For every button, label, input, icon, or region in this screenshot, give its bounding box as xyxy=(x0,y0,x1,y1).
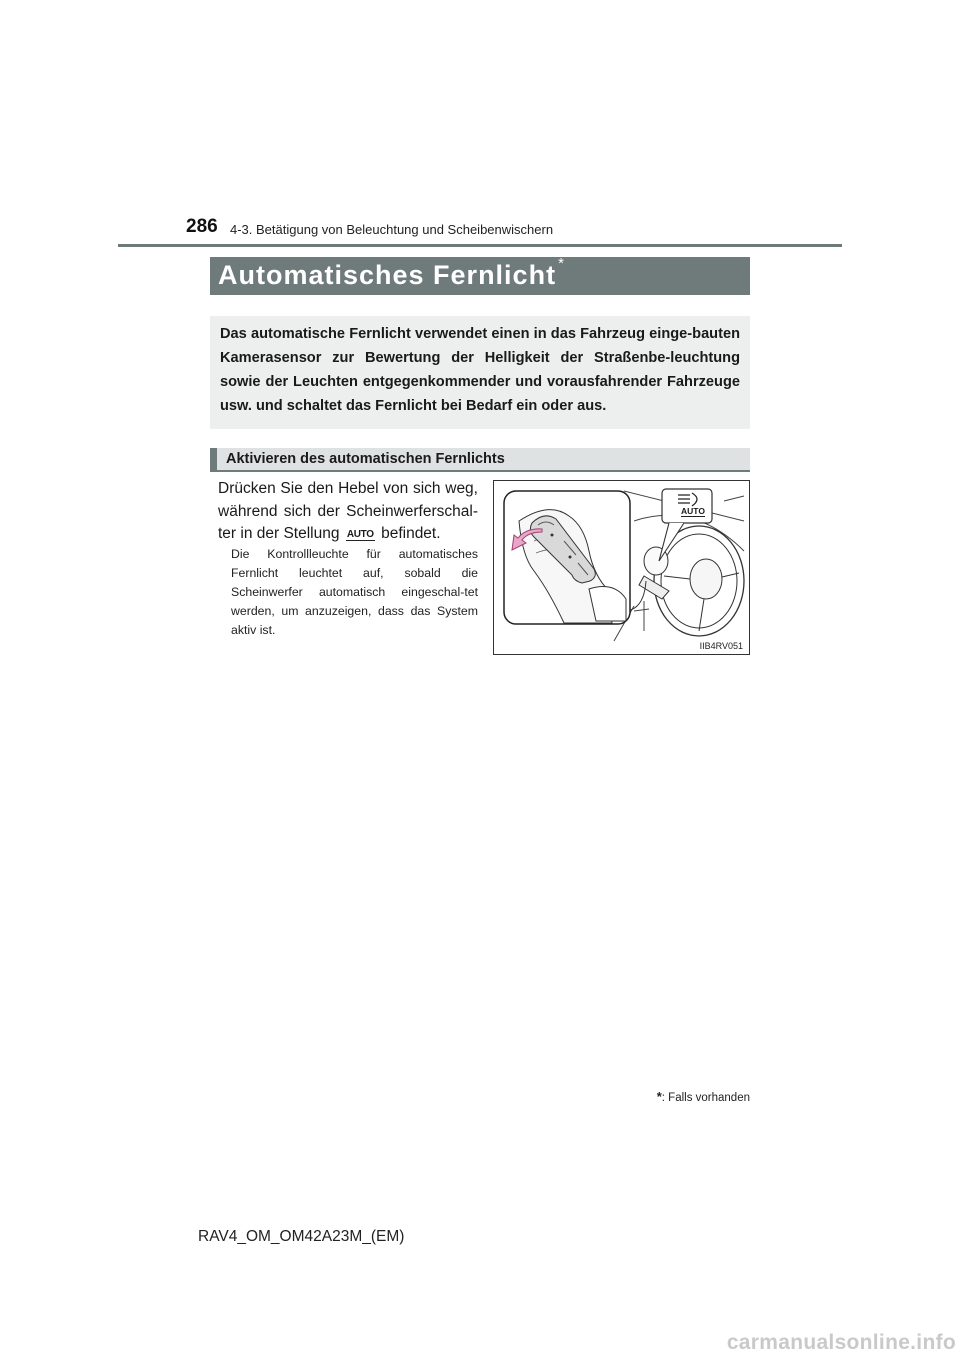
model-code: RAV4_OM_OM42A23M_(EM) xyxy=(198,1228,405,1245)
figure-code: IIB4RV051 xyxy=(699,641,743,651)
intro-text: Das automatische Fernlicht verwendet einen in das Fahrzeug einge-bauten Kamerasensor zur Bewertung der Helligkeit der Straßenbe-leuchtung sowie der Leuchten entgegenkommender und vorausfahrender Fahrzeuge usw. und schaltet das Fernlicht bei Bedarf ein oder aus. xyxy=(220,326,740,414)
callout-auto-label: AUTO xyxy=(681,506,705,516)
lever-illustration xyxy=(493,480,750,655)
footnote-marker: * xyxy=(656,1089,662,1104)
breadcrumb: 4-3. Betätigung von Beleuchtung und Scheibenwischern xyxy=(230,222,554,237)
watermark: carmanualsonline.info xyxy=(726,1331,956,1354)
auto-symbol-icon: AUTO xyxy=(346,529,374,540)
availability-marker: * xyxy=(558,255,565,272)
page-number: 286 xyxy=(186,216,218,237)
footnote-text: : Falls vorhanden xyxy=(661,1092,750,1104)
instruction-after: befindet. xyxy=(381,525,441,542)
lever-illustration-drawing xyxy=(494,481,749,654)
instruction-before: Drücken Sie den Hebel von sich weg, während sich der Scheinwerferschal-ter in der Stellung xyxy=(218,480,478,542)
intro-box xyxy=(210,316,750,429)
section-title-bar xyxy=(210,257,750,295)
instruction-text xyxy=(218,478,478,546)
subsection-title: Aktivieren des automatischen Fernlichts xyxy=(210,448,750,472)
footnote xyxy=(657,1089,750,1104)
section-title: Automatisches Fernlicht xyxy=(218,260,557,290)
header-divider xyxy=(118,244,842,247)
push-direction-arrow-icon xyxy=(508,526,548,556)
indicator-note: Die Kontrollleuchte für automatisches Fernlicht leuchtet auf, sobald die Scheinwerfer automatisch eingeschal-tet werden, um anzuzeigen, dass das System aktiv ist. xyxy=(231,547,478,637)
